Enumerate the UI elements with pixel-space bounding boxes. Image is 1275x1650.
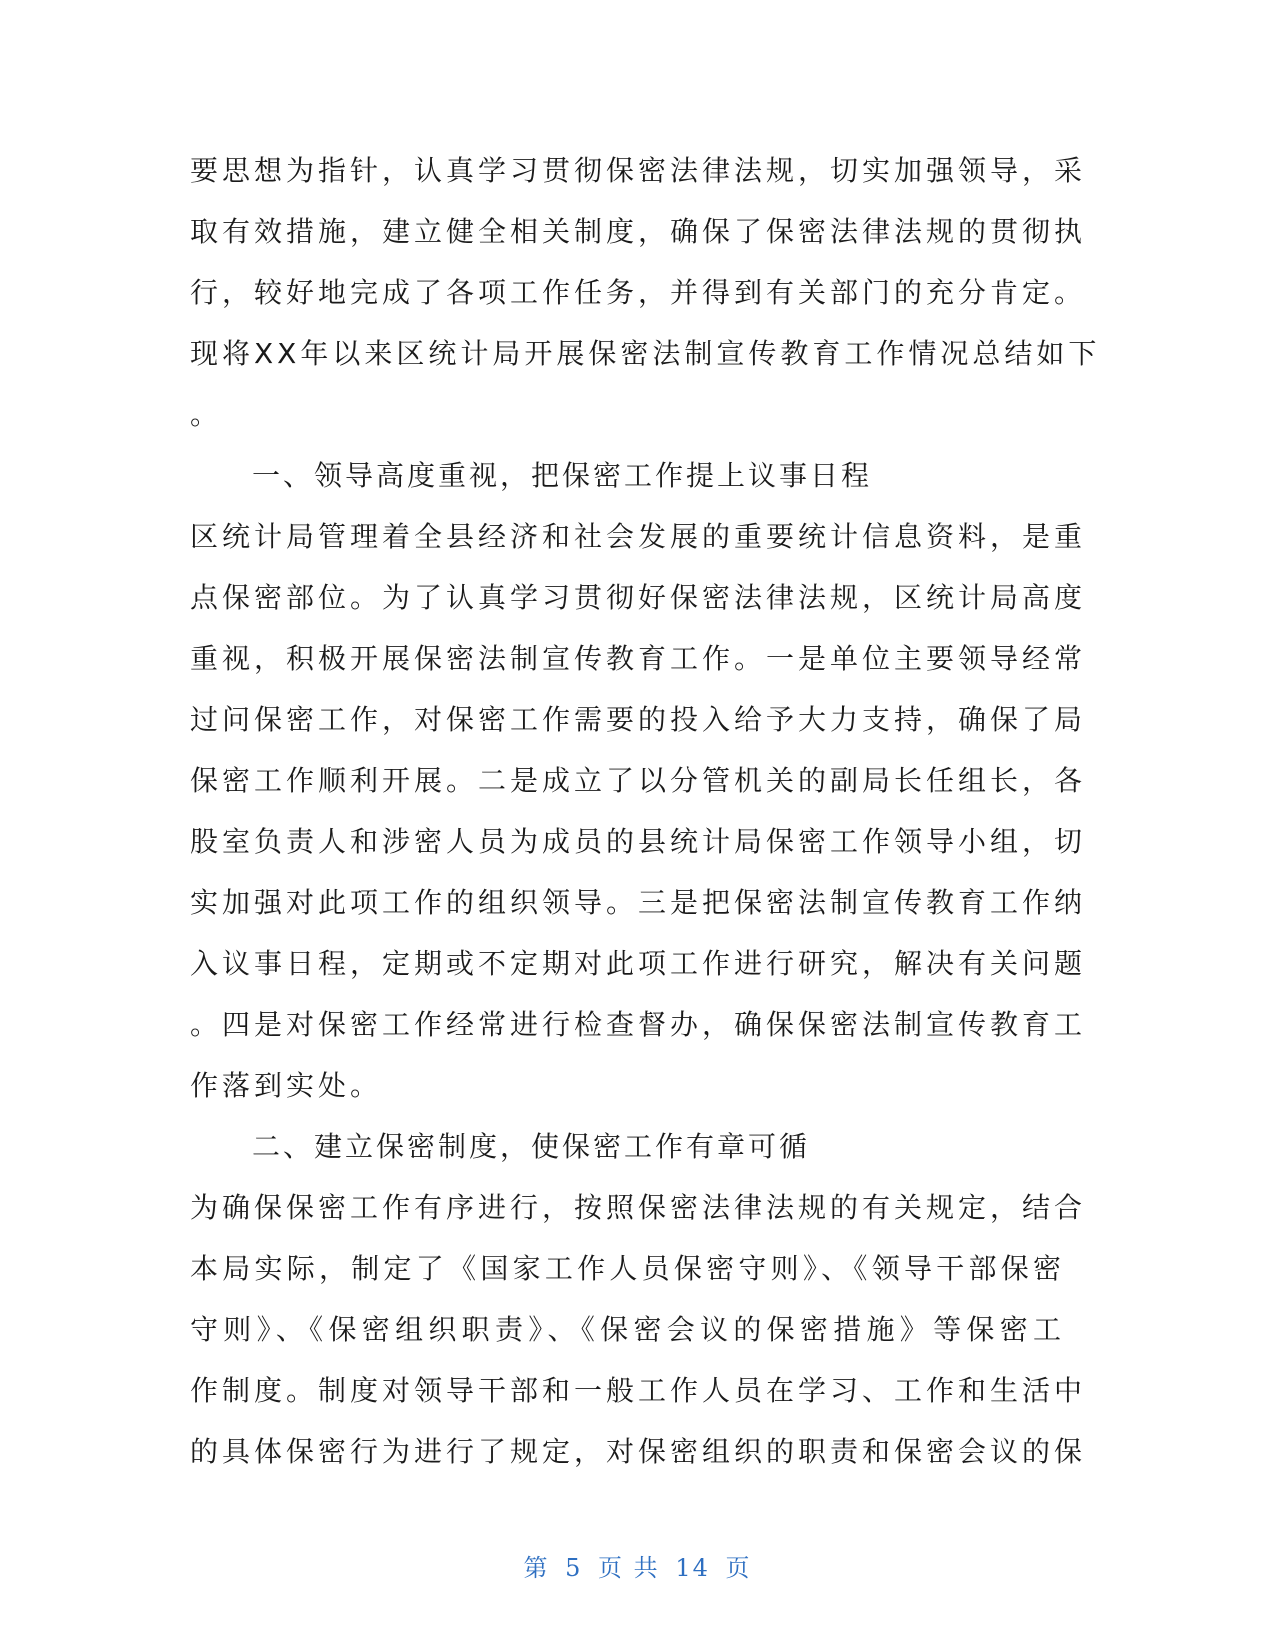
footer-middle: 页 共 [598,1554,660,1582]
body-line: 取有效措施，建立健全相关制度，确保了保密法律法规的贯彻执 [190,215,1087,248]
body-line: 过问保密工作，对保密工作需要的投入给予大力支持，确保了局 [190,703,1087,736]
body-line: 的具体保密行为进行了规定，对保密组织的职责和保密会议的保 [190,1435,1087,1468]
current-page-number: 5 [565,1554,583,1582]
body-line: 实加强对此项工作的组织领导。三是把保密法制宣传教育工作纳 [190,886,1087,919]
footer-suffix: 页 [725,1554,752,1582]
body-line: 区统计局管理着全县经济和社会发展的重要统计信息资料，是重 [190,520,1087,553]
body-line: 重视，积极开展保密法制宣传教育工作。一是单位主要领导经常 [190,642,1087,675]
body-line: 保密工作顺利开展。二是成立了以分管机关的副局长任组长，各 [190,764,1087,797]
body-line: 为确保保密工作有序进行，按照保密法律法规的有关规定，结合 [190,1191,1087,1224]
body-line: 点保密部位。为了认真学习贯彻好保密法律法规，区统计局高度 [190,581,1087,614]
body-line: 作落到实处。 [190,1069,383,1102]
section-heading-1: 一、领导高度重视，把保密工作提上议事日程 [252,459,873,492]
body-line: 要思想为指针，认真学习贯彻保密法律法规，切实加强领导，采 [190,154,1087,187]
body-line: 。 [190,398,223,431]
total-pages-number: 14 [675,1554,710,1582]
body-line: 本局实际，制定了《国家工作人员保密守则》、《领导干部保密 [190,1252,1065,1285]
body-line: 行，较好地完成了各项工作任务，并得到有关部门的充分肯定。 [190,276,1087,309]
body-line: 股室负责人和涉密人员为成员的县统计局保密工作领导小组，切 [190,825,1087,858]
document-body [190,148,1101,1490]
body-line: 作制度。制度对领导干部和一般工作人员在学习、工作和生活中 [190,1374,1087,1407]
body-line: 现将XX年以来区统计局开展保密法制宣传教育工作情况总结如下 [190,337,1101,370]
body-line: 守则》、《保密组织职责》、《保密会议的保密措施》等保密工 [190,1313,1065,1346]
footer-prefix: 第 [523,1554,550,1582]
body-line: 入议事日程，定期或不定期对此项工作进行研究，解决有关问题 [190,947,1087,980]
body-line: 。四是对保密工作经常进行检查督办，确保保密法制宣传教育工 [190,1008,1087,1041]
page-number-footer [0,1548,1275,1583]
section-heading-2: 二、建立保密制度，使保密工作有章可循 [252,1130,811,1163]
